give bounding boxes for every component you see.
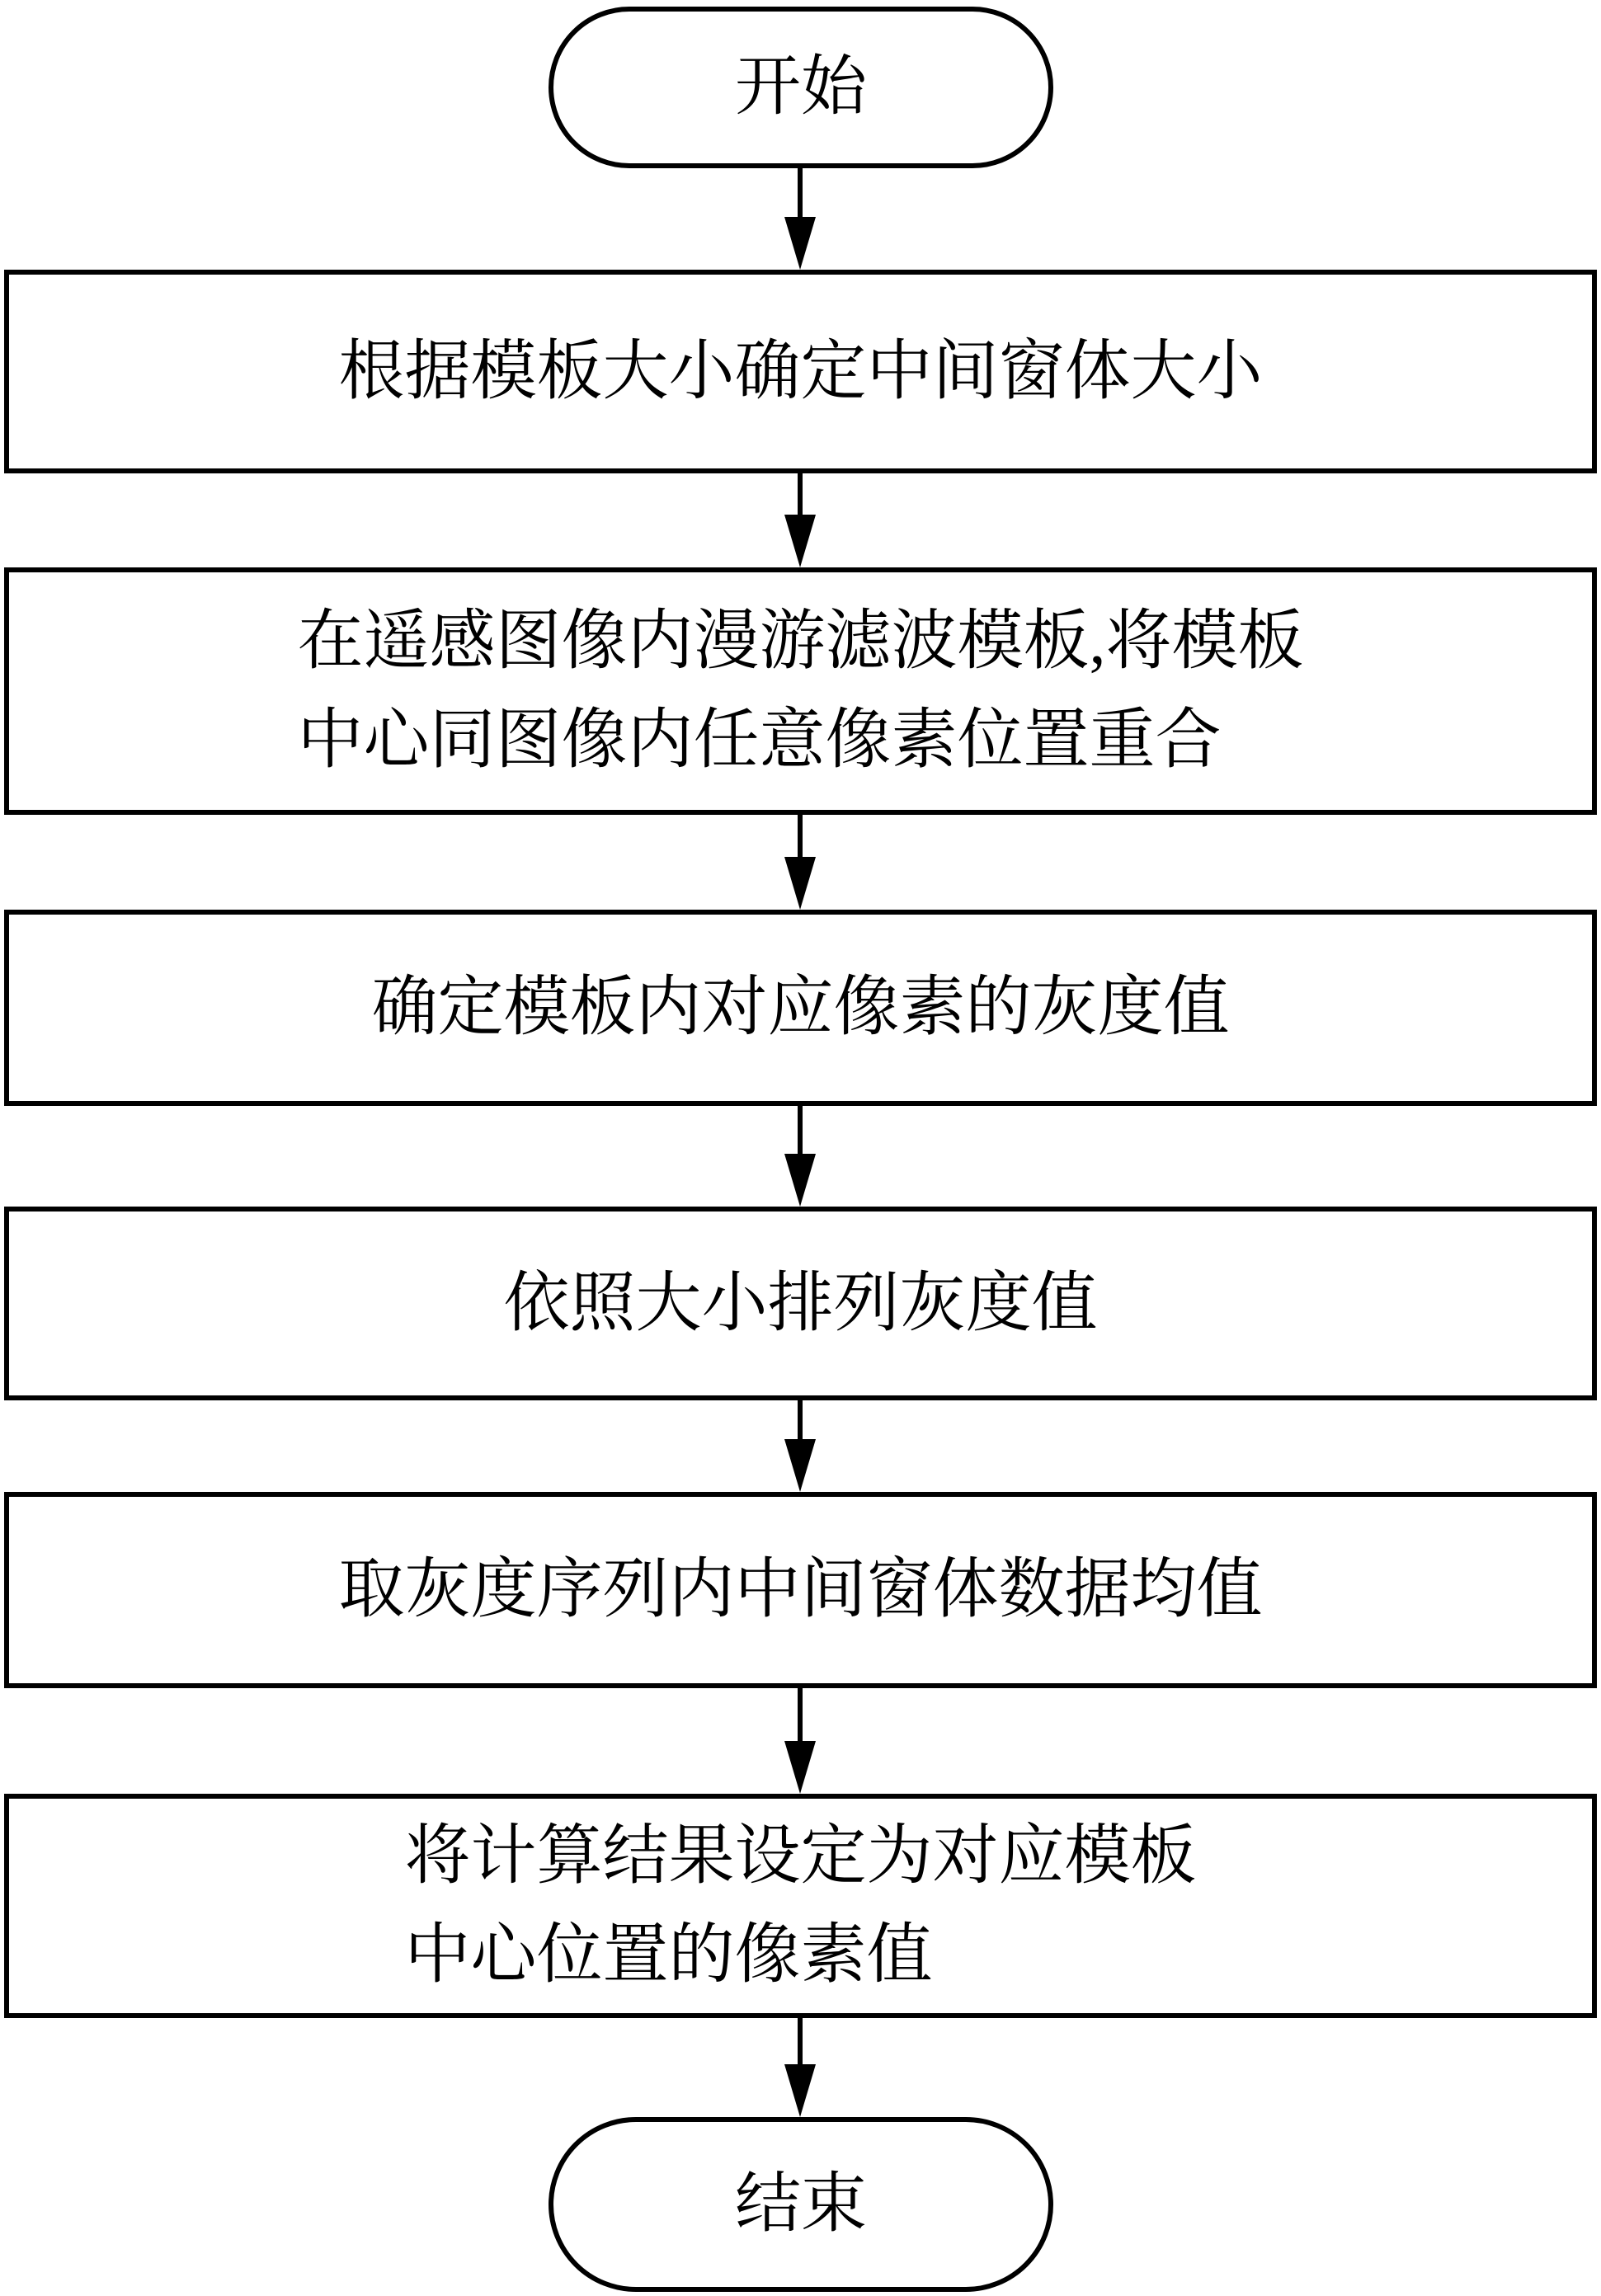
flow-arrow xyxy=(784,1106,816,1207)
flow-arrow xyxy=(784,473,816,567)
arrow-head-icon xyxy=(784,1439,816,1492)
process-step-4-label: 依照大小排列灰度值 xyxy=(503,1267,1098,1340)
flow-arrow xyxy=(784,168,816,270)
process-step-1-label: 根据模板大小确定中间窗体大小 xyxy=(338,335,1263,408)
flow-arrow xyxy=(784,2018,816,2117)
process-step-1 xyxy=(4,270,1597,473)
flow-arrow xyxy=(784,1688,816,1794)
arrow-shaft xyxy=(798,168,803,220)
flow-arrow xyxy=(784,1400,816,1492)
process-step-2-line-1: 在遥感图像内漫游滤波模板,将模板 xyxy=(297,605,1304,678)
arrow-head-icon xyxy=(784,1154,816,1207)
process-step-2-label xyxy=(298,592,1304,790)
process-step-4 xyxy=(4,1207,1597,1400)
process-step-6-line-2: 中心位置的像素值 xyxy=(404,1919,933,1992)
process-step-3 xyxy=(4,910,1597,1106)
arrow-shaft xyxy=(798,1106,803,1157)
arrow-shaft xyxy=(798,2018,803,2068)
arrow-head-icon xyxy=(784,857,816,910)
arrow-shaft xyxy=(798,815,803,860)
process-step-3-label: 确定模板内对应像素的灰度值 xyxy=(371,972,1230,1044)
start-node-label: 开始 xyxy=(735,51,867,124)
arrow-shaft xyxy=(798,1400,803,1442)
arrow-head-icon xyxy=(784,2064,816,2117)
process-step-2-line-2: 中心同图像内任意像素位置重合 xyxy=(297,704,1222,777)
process-step-5-label: 取灰度序列内中间窗体数据均值 xyxy=(338,1554,1263,1626)
arrow-shaft xyxy=(798,1688,803,1744)
process-step-2 xyxy=(4,567,1597,815)
arrow-head-icon xyxy=(784,515,816,567)
start-node xyxy=(549,7,1053,168)
arrow-shaft xyxy=(798,473,803,518)
process-step-6-line-1: 将计算结果设定为对应模板 xyxy=(404,1820,1197,1893)
process-step-6 xyxy=(4,1794,1597,2018)
process-step-6-label xyxy=(405,1807,1197,2005)
end-node-label: 结束 xyxy=(735,2168,867,2241)
flow-arrow xyxy=(784,815,816,910)
arrow-head-icon xyxy=(784,1741,816,1794)
end-node xyxy=(549,2117,1053,2292)
arrow-head-icon xyxy=(784,217,816,270)
process-step-5 xyxy=(4,1492,1597,1688)
